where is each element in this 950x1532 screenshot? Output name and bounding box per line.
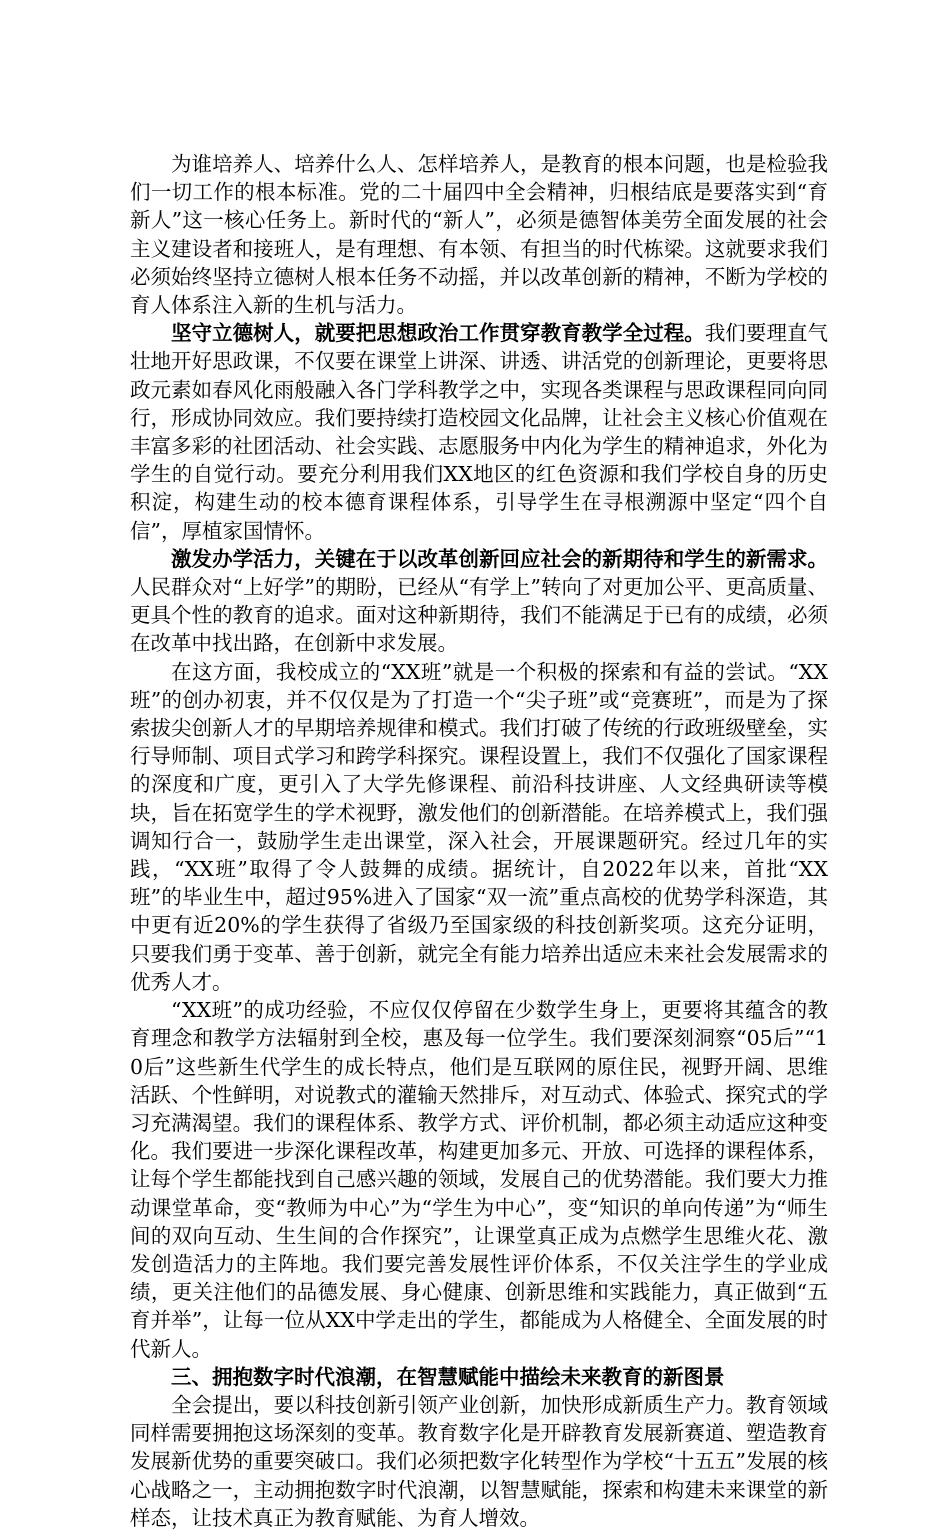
paragraph-text: 我们要理直气壮地开好思政课，不仅要在课堂上讲深、讲透、讲活党的创新理论，更要将思政元素如春风化雨般融入各门学科教学之中，实现各类课程与思政课程同向同行，形成协同效应。我们要持续打造校园文化品牌，让社会主义核心价值观在丰富多彩的社团活动、社会实践、志愿服务中内化为学生的精神追求，外化为学生的自觉行动。要充分利用我们XX地区的红色资源和我们学校自身的历史积淀，构建生动的校本德育课程体系，引导学生在寻根溯源中坚定“四个自信”，厚植家国情怀。 [130,321,829,543]
paragraph-text: 人民群众对“上好学”的期盼，已经从“有学上”转向了对更加公平、更高质量、更具个性的教育的追求。面对这种新期待，我们不能满足于已有的成绩，必须在改革中找出路，在创新中求发展。 [130,575,828,656]
paragraph-text: “XX班”的成功经验，不应仅仅停留在少数学生身上，更要将其蕴含的教育理念和教学方法辐射到全校，惠及每一位学生。我们要深刻洞察“05后”“10后”这些新生代学生的成长特点，他们是互联网的原住民，视野开阔、思维活跃、个性鲜明，对说教式的灌输天然排斥，对互动式、体验式、探究式的学习充满渴望。我们的课程体系、教学方式、评价机制，都必须主动适应这种变化。我们要进一步深化课程改革，构建更加多元、开放、可选择的课程体系，让每个学生都能找到自己感兴趣的领域，发展自己的优势潜能。我们要大力推动课堂革命，变“教师为中心”为“学生为中心”，变“知识的单向传递”为“师生间的双向互动、生生间的合作探究”，让课堂真正成为点燃学生思维火花、激发创造活力的主阵地。我们要完善发展性评价体系，不仅关注学生的学业成绩，更关注他们的品德发展、身心健康、创新思维和实践能力，真正做到“五育并举”，让每一位从XX中学走出的学生，都能成为人格健全、全面发展的时代新人。 [130,998,828,1361]
paragraph-5 [130,996,828,1363]
document-body [130,150,828,1532]
closing-paragraph: 全会提出，要以科技创新引领产业创新，加快形成新质生产力。教育领域同样需要拥抱这场深刻的变革。教育数字化是开辟教育发展新赛道、塑造教育发展新优势的重要突破口。我们必须把数字化转型作为学校“十五五”发展的核心战略之一，主动拥抱数字时代浪潮，以智慧赋能，探索和构建未来课堂的新样态，让技术真正为教育赋能、为育人增效。 [130,1392,828,1530]
paragraph-lead: 坚守立德树人，就要把思想政治工作贯穿教育教学全过程。 [171,321,705,346]
paragraph-2 [130,319,828,545]
paragraph-4 [130,658,828,996]
section-heading: 三、拥抱数字时代浪潮，在智慧赋能中描绘未来教育的新图景 [171,1364,725,1389]
paragraph-3 [130,545,828,658]
paragraph-lead: 激发办学活力，关键在于以改革创新回应社会的新期待和学生的新需求。 [171,546,828,571]
paragraph-text: 在这方面，我校成立的“XX班”就是一个积极的探索和有益的尝试。“XX班”的创办初衷，并不仅仅是为了打造一个“尖子班”或“竞赛班”，而是为了探索拔尖创新人才的早期培养规律和模式。我们打破了传统的行政班级壁垒，实行导师制、项目式学习和跨学科探究。课程设置上，我们不仅强化了国家课程的深度和广度，更引入了大学先修课程、前沿科技讲座、人文经典研读等模块，旨在拓宽学生的学术视野，激发他们的创新潜能。在培养模式上，我们强调知行合一，鼓励学生走出课堂，深入社会，开展课题研究。经过几年的实践，“XX班”取得了令人鼓舞的成绩。据统计，自2022年以来，首批“XX班”的毕业生中，超过95%进入了国家“双一流”重点高校的优势学科深造，其中更有近20%的学生获得了省级乃至国家级的科技创新奖项。这充分证明，只要我们勇于变革、善于创新，就完全有能力培养出适应未来社会发展需求的优秀人才。 [130,659,828,994]
paragraph-text: 为谁培养人、培养什么人、怎样培养人，是教育的根本问题，也是检验我们一切工作的根本标准。党的二十届四中全会精神，归根结底是要落实到“育新人”这一核心任务上。新时代的“新人”，必须是德智体美劳全面发展的社会主义建设者和接班人，是有理想、有本领、有担当的时代栋梁。这就要求我们必须始终坚持立德树人根本任务不动摇，并以改革创新的精神，不断为学校的育人体系注入新的生机与活力。 [130,152,828,318]
paragraph-1 [130,150,828,319]
